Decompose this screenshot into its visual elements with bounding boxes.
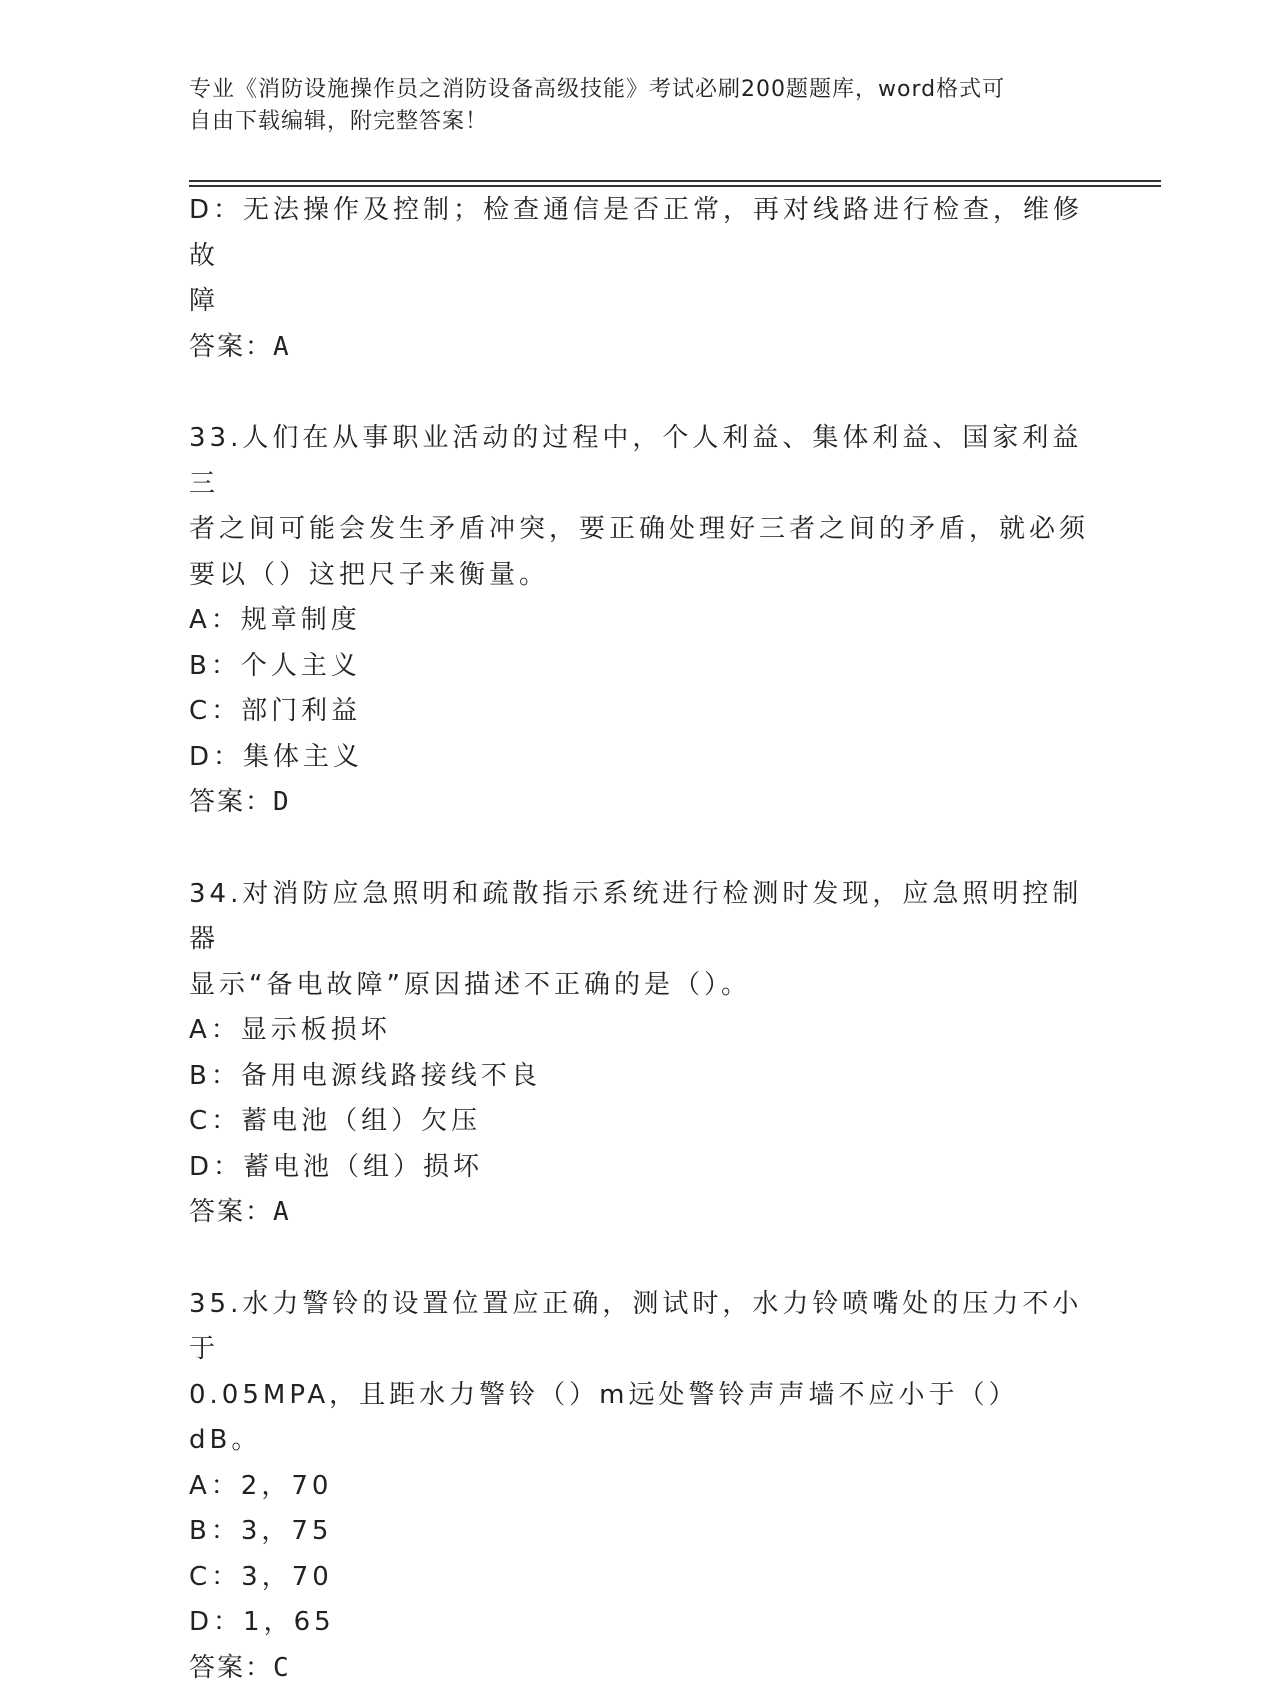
answer-value: A [273, 332, 291, 362]
answer-line [189, 780, 1089, 826]
answer-value: D [273, 787, 291, 817]
question-35 [189, 1282, 1089, 1691]
option-c: C：部门利益 [189, 689, 1089, 735]
option-d: D：1，65 [189, 1600, 1089, 1646]
answer-line [189, 1190, 1089, 1236]
question-stem-line: 33.人们在从事职业活动的过程中，个人利益、集体利益、国家利益三 [189, 416, 1089, 507]
question-content [189, 188, 1089, 1691]
option-a: A：2，70 [189, 1464, 1089, 1510]
question-spacer [189, 826, 1089, 872]
question-stem-line: 35.水力警铃的设置位置应正确，测试时，水力铃喷嘴处的压力不小于 [189, 1282, 1089, 1373]
option-b: B：个人主义 [189, 644, 1089, 690]
option-d: D：蓄电池（组）损坏 [189, 1145, 1089, 1191]
option-c: C：3，70 [189, 1555, 1089, 1601]
answer-line [189, 1646, 1089, 1691]
document-header [189, 74, 1089, 138]
answer-label: 答案： [189, 1197, 273, 1227]
answer-label: 答案： [189, 787, 273, 817]
option-a: A：规章制度 [189, 598, 1089, 644]
question-spacer [189, 370, 1089, 416]
question-stem-line: 34.对消防应急照明和疏散指示系统进行检测时发现，应急照明控制器 [189, 872, 1089, 963]
question-stem-line: 显示“备电故障”原因描述不正确的是（）。 [189, 963, 1089, 1009]
answer-line [189, 325, 1089, 371]
answer-label: 答案： [189, 1653, 273, 1683]
question-stem-line: 0.05MPA，且距水力警铃（）m远处警铃声声墙不应小于（）dB。 [189, 1373, 1089, 1464]
question-spacer [189, 1236, 1089, 1282]
option-c: C：蓄电池（组）欠压 [189, 1099, 1089, 1145]
question-34 [189, 872, 1089, 1236]
header-divider-top [189, 180, 1161, 182]
option-a: A：显示板损坏 [189, 1008, 1089, 1054]
option-b: B：备用电源线路接线不良 [189, 1054, 1089, 1100]
question-33 [189, 416, 1089, 826]
question-stem-line: 者之间可能会发生矛盾冲突，要正确处理好三者之间的矛盾，就必须 [189, 507, 1089, 553]
answer-label: 答案： [189, 332, 273, 362]
option-d-continued: 障 [189, 279, 1089, 325]
answer-value: C [273, 1653, 291, 1683]
answer-value: A [273, 1197, 291, 1227]
option-d: D：无法操作及控制；检查通信是否正常，再对线路进行检查，维修故 [189, 188, 1089, 279]
header-divider-bottom [189, 185, 1161, 187]
header-line-2: 自由下载编辑，附完整答案！ [189, 106, 1089, 138]
prev-question-block [189, 188, 1089, 370]
header-line-1: 专业《消防设施操作员之消防设备高级技能》考试必刷200题题库，word格式可 [189, 74, 1089, 106]
question-stem-line: 要以（）这把尺子来衡量。 [189, 553, 1089, 599]
option-b: B：3，75 [189, 1509, 1089, 1555]
option-d: D：集体主义 [189, 735, 1089, 781]
